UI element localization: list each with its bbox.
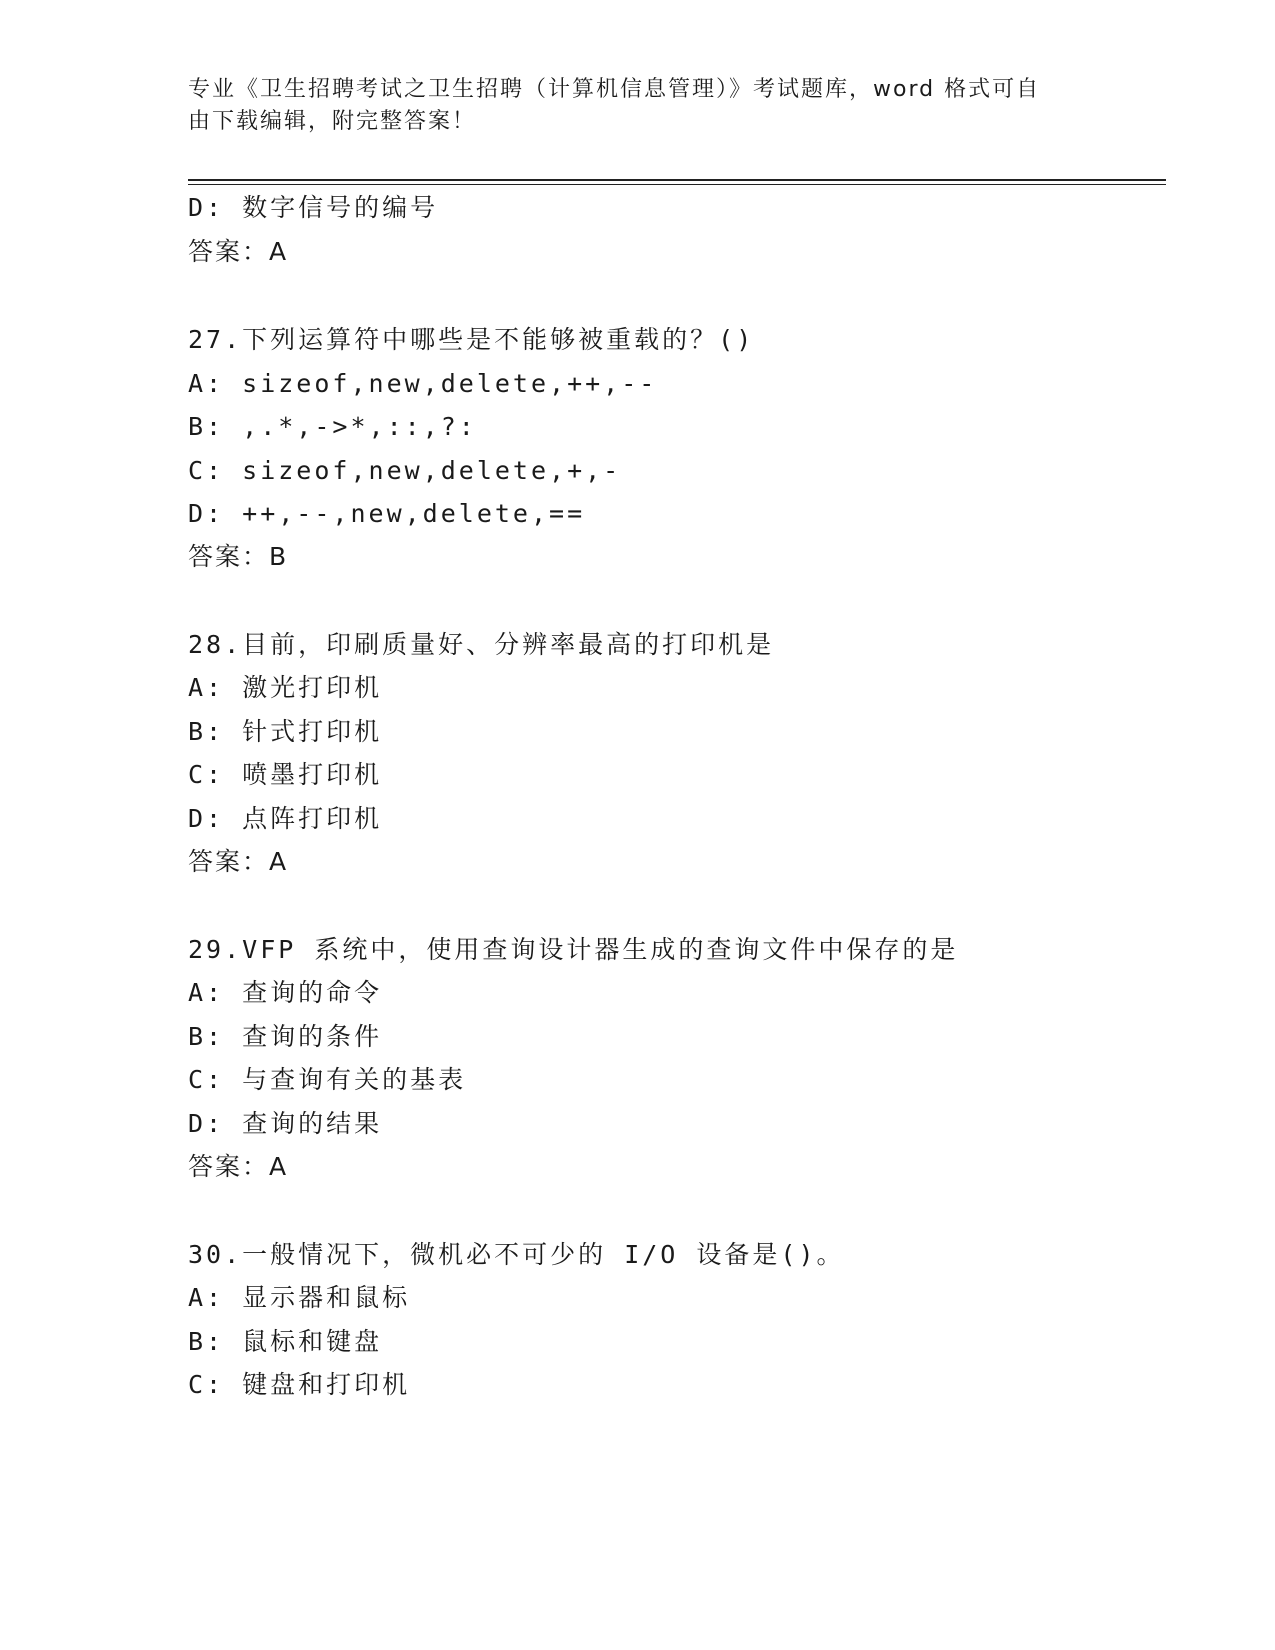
q29-option-a: A: 查询的命令: [188, 978, 383, 1007]
q29-option-c: C: 与查询有关的基表: [188, 1065, 467, 1094]
q27-question: 27.下列运算符中哪些是不能够被重载的？(): [188, 325, 755, 354]
q27-option-a: A: sizeof,new,delete,++,--: [188, 369, 658, 398]
q30-option-a: A: 显示器和鼠标: [188, 1283, 411, 1312]
q27-option-b: B: ,.*,->*,::,?:: [188, 412, 477, 441]
q29-answer: 答案：A: [188, 1152, 289, 1181]
prev-option-d: D: 数字信号的编号: [188, 193, 439, 222]
q27-option-d: D: ++,--,new,delete,==: [188, 499, 586, 528]
q28-answer: 答案：A: [188, 847, 289, 876]
q29-option-d: D: 查询的结果: [188, 1109, 383, 1138]
q27-answer: 答案：B: [188, 542, 289, 571]
q28-option-c: C: 喷墨打印机: [188, 760, 383, 789]
q28-option-d: D: 点阵打印机: [188, 804, 383, 833]
q29-option-b: B: 查询的条件: [188, 1022, 383, 1051]
q28-option-a: A: 激光打印机: [188, 673, 383, 702]
q28-question: 28.目前，印刷质量好、分辨率最高的打印机是: [188, 630, 775, 659]
prev-answer: 答案：A: [188, 237, 289, 266]
q30-option-c: C: 键盘和打印机: [188, 1370, 411, 1399]
header-divider-thick: [188, 179, 1166, 181]
document-header: [188, 74, 1088, 138]
q30-option-b: B: 鼠标和键盘: [188, 1327, 383, 1356]
q30-question: 30.一般情况下，微机必不可少的 I/O 设备是()。: [188, 1240, 845, 1269]
header-divider-thin: [188, 184, 1166, 185]
q29-question: 29.VFP 系统中，使用查询设计器生成的查询文件中保存的是: [188, 935, 959, 964]
q27-option-c: C: sizeof,new,delete,+,-: [188, 456, 622, 485]
header-line-1: 专业《卫生招聘考试之卫生招聘（计算机信息管理）》考试题库，word 格式可自: [188, 77, 1041, 102]
header-line-2: 由下载编辑，附完整答案！: [188, 109, 477, 134]
q28-option-b: B: 针式打印机: [188, 717, 383, 746]
